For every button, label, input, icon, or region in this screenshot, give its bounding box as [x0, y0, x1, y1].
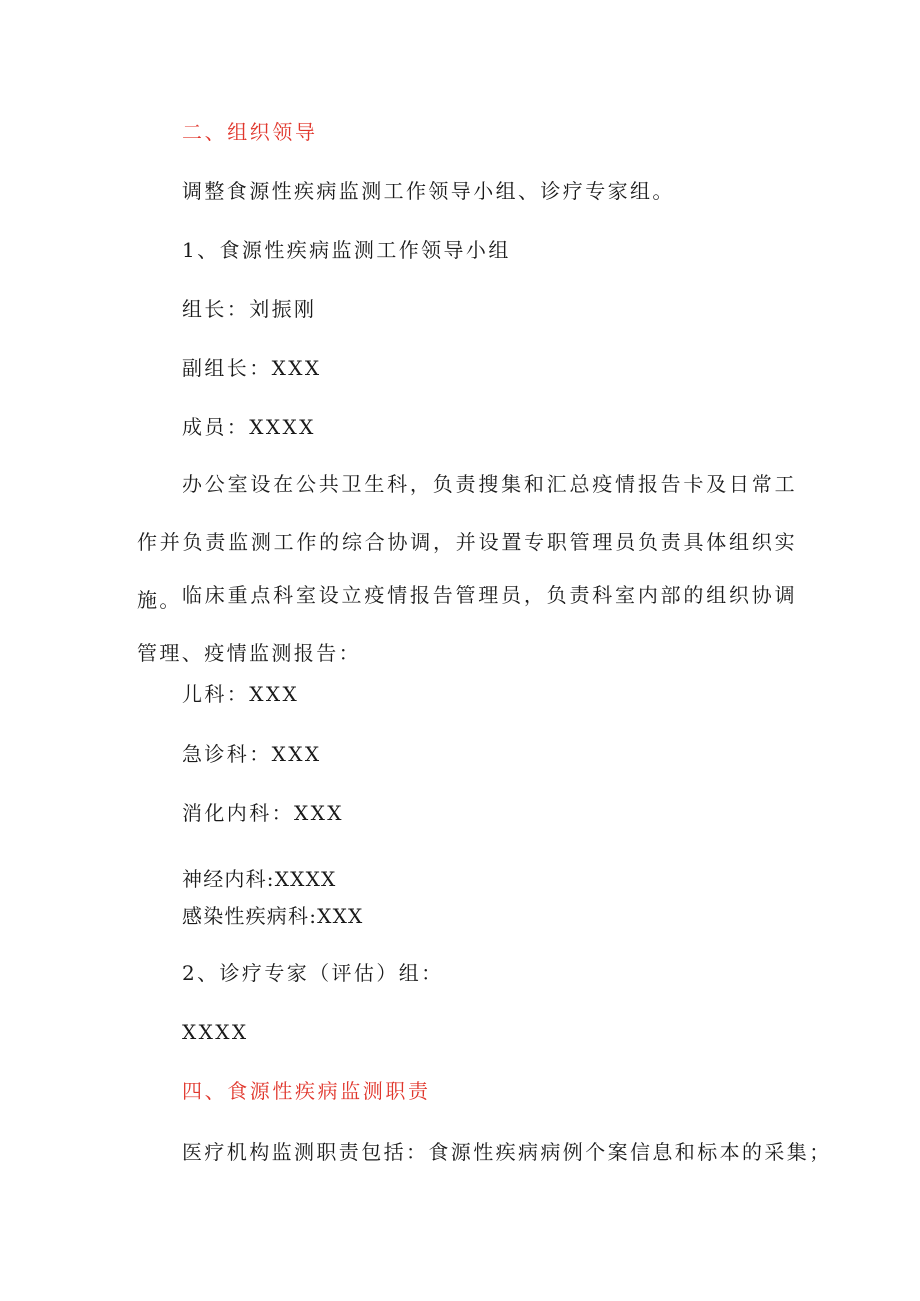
dept-gastro-line: 消化内科：XXX	[182, 801, 344, 825]
experts-line: XXXX	[182, 1020, 249, 1044]
clinical-paragraph: 临床重点科室设立疫情报告管理员，负责科室内部的组织协调管理、疫情监测报告：	[137, 583, 797, 665]
section-heading-organization: 二、组织领导	[182, 120, 318, 144]
dept-pediatrics-line: 儿科：XXX	[182, 682, 300, 706]
leader-line: 组长：刘振刚	[182, 297, 317, 321]
subheading-leadership-group: 1、食源性疾病监测工作领导小组	[182, 238, 511, 262]
duty-paragraph: 医疗机构监测职责包括：食源性疾病病例个案信息和标本的采集；	[182, 1140, 832, 1164]
subheading-expert-group: 2、诊疗专家（评估）组：	[182, 961, 444, 985]
deputy-leader-line: 副组长：XXX	[182, 356, 322, 380]
members-line: 成员：XXXX	[182, 415, 316, 439]
dept-emergency-line: 急诊科：XXX	[182, 742, 322, 766]
section-heading-duties: 四、食源性疾病监测职责	[182, 1079, 431, 1103]
dept-infectious-line: 感染性疾病科:XXX	[182, 904, 364, 928]
dept-neuro-line: 神经内科:XXXX	[182, 867, 337, 891]
office-paragraph: 办公室设在公共卫生科，负责搜集和汇总疫情报告卡及日常工作并负责监测工作的综合协调，并设置专职管理员负责具体组织实施。	[137, 472, 797, 612]
intro-text: 调整食源性疾病监测工作领导小组、诊疗专家组。	[182, 179, 675, 203]
